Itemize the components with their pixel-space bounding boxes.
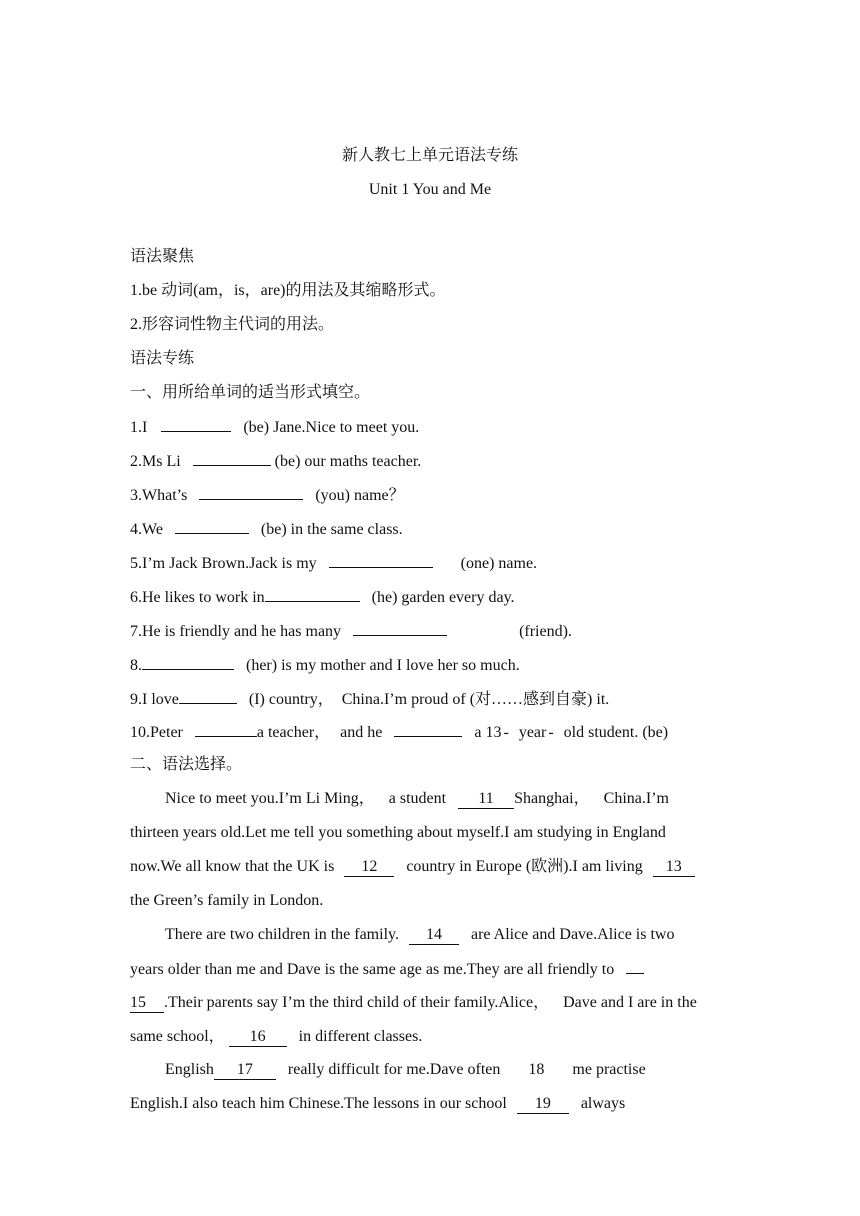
question-text: (be) Jane.Nice to meet you. <box>243 419 420 436</box>
question-text: (friend). <box>519 623 572 640</box>
blank-number-11[interactable]: 11 <box>458 790 514 809</box>
answer-blank[interactable] <box>195 721 257 737</box>
passage-text: same school， <box>130 1028 225 1045</box>
answer-blank[interactable] <box>199 484 303 500</box>
answer-blank[interactable] <box>394 721 462 737</box>
question-text: 10.Peter <box>130 724 183 741</box>
passage-text: country in Europe (欧洲).I am living <box>406 858 643 875</box>
question-text: 3.What’s <box>130 487 188 504</box>
question-text: (you) name？ <box>315 487 405 504</box>
passage-line <box>130 958 644 980</box>
blank-number-16[interactable]: 16 <box>229 1028 287 1047</box>
passage-text: .Their parents say I’m the third child of their family.Alice， <box>164 994 550 1011</box>
passage-text: China.I’m <box>603 790 669 807</box>
question-2 <box>130 450 421 472</box>
passage-text: a student <box>388 790 447 807</box>
passage-text: years older than me and Dave is the same age as me.They are all friendly to <box>130 961 615 978</box>
passage-text: Nice to meet you.I’m Li Ming， <box>165 790 375 807</box>
question-text: 7.He is friendly and he has many <box>130 623 342 640</box>
answer-blank[interactable] <box>193 450 271 466</box>
question-text: 2.Ms Li <box>130 453 181 470</box>
passage-text: English <box>165 1061 214 1078</box>
blank-number-15[interactable]: 15 <box>130 994 164 1013</box>
question-6 <box>130 586 515 608</box>
question-text: (he) garden every day. <box>371 589 515 606</box>
passage-text: now.We all know that the UK is <box>130 858 335 875</box>
question-text: China.I’m proud of (对……感到自豪) it. <box>341 691 610 708</box>
blank-number-19[interactable]: 19 <box>517 1095 569 1114</box>
question-text: year <box>518 724 547 741</box>
question-1 <box>130 416 419 438</box>
passage-line <box>130 856 695 878</box>
passage-text: in different classes. <box>298 1028 423 1045</box>
question-3 <box>130 484 405 506</box>
question-text: (her) is my mother and I love her so much. <box>246 657 520 674</box>
passage-line <box>130 992 697 1014</box>
passage-line <box>165 788 669 810</box>
passage-text: English.I also teach him Chinese.The lessons in our school <box>130 1095 507 1112</box>
blank-number-13[interactable]: 13 <box>653 858 695 877</box>
blank-number-12[interactable]: 12 <box>344 858 394 877</box>
question-text: (I) country， <box>248 691 334 708</box>
blank-number-17[interactable]: 17 <box>214 1061 276 1080</box>
question-text: 6.He likes to work in <box>130 589 265 606</box>
question-text: 8. <box>130 657 142 674</box>
question-9 <box>130 688 609 710</box>
question-text: (be) our maths teacher. <box>274 453 422 470</box>
passage-line <box>130 1026 422 1048</box>
page-subtitle: Unit 1 You and Me <box>368 181 492 198</box>
grammar-practice-heading: 语法专练 <box>130 350 195 367</box>
answer-blank[interactable] <box>142 654 234 670</box>
grammar-focus-heading: 语法聚焦 <box>130 248 195 265</box>
blank-number-14[interactable]: 14 <box>409 926 459 945</box>
question-text: (one) name. <box>460 555 538 572</box>
question-text: and he <box>340 724 383 741</box>
question-text: 5.I’m Jack Brown.Jack is my <box>130 555 317 572</box>
passage-line: the Green’s family in London. <box>130 892 324 909</box>
question-text: old student. (be) <box>563 724 669 741</box>
answer-blank[interactable] <box>626 958 644 974</box>
passage-text: are Alice and Dave.Alice is two <box>470 926 675 943</box>
answer-blank[interactable] <box>353 620 447 636</box>
focus-point-1: 1.be 动词(am，is，are)的用法及其缩略形式。 <box>130 282 446 299</box>
passage-text: really difficult for me.Dave often <box>287 1061 501 1078</box>
question-text: a 13 <box>474 724 502 741</box>
question-text: 1.I <box>130 419 148 436</box>
passage-text: always <box>580 1095 626 1112</box>
passage-text: Shanghai， <box>514 790 590 807</box>
question-7 <box>130 620 572 642</box>
question-5 <box>130 552 537 574</box>
question-text: 4.We <box>130 521 163 538</box>
question-8 <box>130 654 520 676</box>
section-2-title: 二、语法选择。 <box>130 756 243 773</box>
passage-line <box>165 924 674 946</box>
passage-text: Dave and I are in the <box>563 994 697 1011</box>
answer-blank[interactable] <box>175 518 249 534</box>
answer-blank[interactable] <box>265 586 360 602</box>
passage-line <box>130 1093 625 1115</box>
passage-line <box>165 1059 646 1081</box>
answer-blank[interactable] <box>179 688 237 704</box>
blank-number-18[interactable]: 18 <box>528 1061 545 1078</box>
passage-text: me practise <box>572 1061 646 1078</box>
page-title: 新人教七上单元语法专练 <box>341 147 518 164</box>
answer-blank[interactable] <box>161 416 231 432</box>
question-text: a teacher， <box>256 724 331 741</box>
passage-text: There are two children in the family. <box>165 926 399 943</box>
focus-point-2: 2.形容词性物主代词的用法。 <box>130 316 335 333</box>
passage-line: thirteen years old.Let me tell you something about myself.I am studying in England <box>130 824 666 841</box>
question-text: (be) in the same class. <box>260 521 403 538</box>
answer-blank[interactable] <box>329 552 433 568</box>
section-1-title: 一、用所给单词的适当形式填空。 <box>130 384 371 401</box>
question-text: 9.I love <box>130 691 179 708</box>
question-10: 10.Peter a teacher， and he a 13 - year - old student. (be) <box>130 721 668 743</box>
question-4 <box>130 518 403 540</box>
